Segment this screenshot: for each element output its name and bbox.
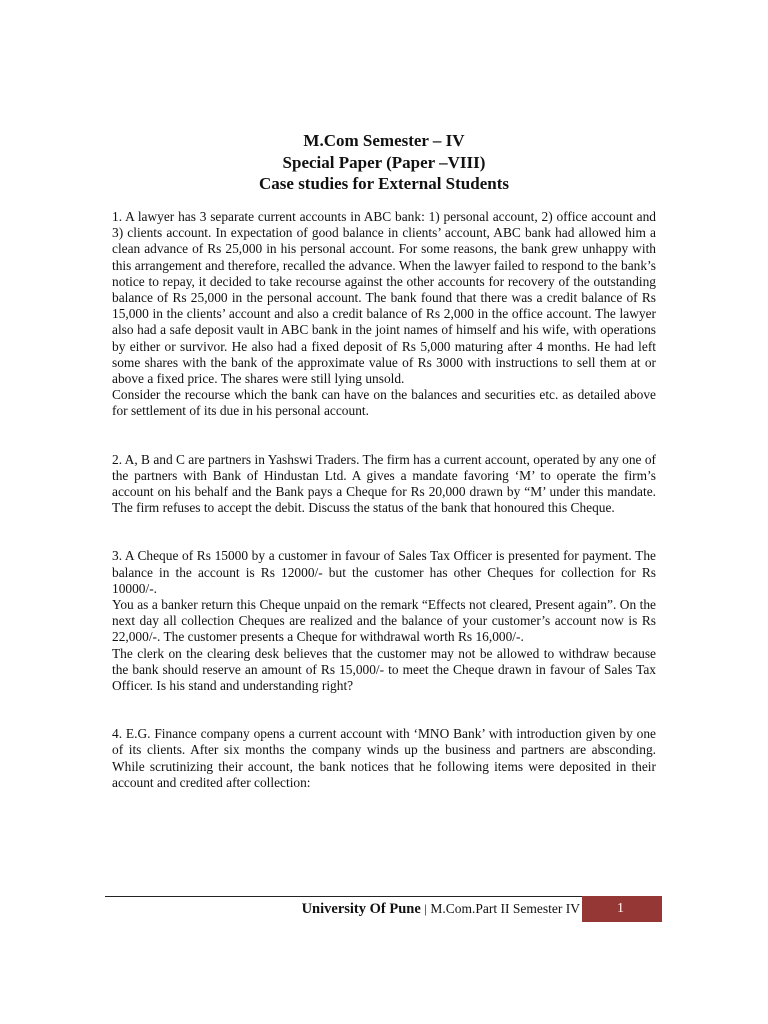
footer-course: M.Com.Part II Semester IV (430, 901, 580, 916)
footer-divider (105, 896, 582, 897)
question-3-task: The clerk on the clearing desk believes that the customer may not be allowed to withdraw because the bank should reserve an amount of Rs 15,000/- to meet the Cheque drawn in favour of Sales Tax Officer. Is his stand and understanding right? (112, 645, 656, 694)
question-4-text: 4. E.G. Finance company opens a current account with ‘MNO Bank’ with introduction given by one of its clients. After six months the company winds up the business and partners are absconding. While scrutinizing their account, the bank notices that he following items were deposited in their account and credited after collection: (112, 726, 656, 790)
question-3 (112, 548, 656, 694)
question-3-text: 3. A Cheque of Rs 15000 by a customer in favour of Sales Tax Officer is presented for payment. The balance in the account is Rs 12000/- but the customer has other Cheques for collection for Rs 10000/-. (112, 548, 656, 596)
document-body (112, 209, 656, 791)
title-line-case-studies: Case studies for External Students (259, 174, 509, 193)
question-1 (112, 209, 656, 420)
footer-separator: | (424, 901, 427, 916)
question-2-text: 2. A, B and C are partners in Yashswi Traders. The firm has a current account, operated by any one of the partners with Bank of Hindustan Ltd. A gives a mandate favoring ‘M’ to operate the firm’s account on his behalf and the Bank pays a Cheque for Rs 20,000 drawn by “M’ under this mandate. The firm refuses to accept the debit. Discuss the status of the bank that honoured this Cheque. (112, 451, 656, 516)
question-3-continuation: You as a banker return this Cheque unpaid on the remark “Effects not cleared, Present again”. On the next day all collection Cheques are realized and the balance of your customer’s account now is Rs 22,000/-. The customer presents a Cheque for withdrawal worth Rs 16,000/-. (112, 597, 656, 645)
page-number-box (582, 896, 662, 922)
page-footer (302, 900, 580, 919)
title-line-semester: M.Com Semester – IV (303, 131, 465, 150)
page-number: 1 (617, 901, 624, 916)
question-4 (112, 726, 656, 791)
question-2 (112, 452, 656, 517)
question-1-task: Consider the recourse which the bank can have on the balances and securities etc. as detailed above for settlement of its due in his personal account. (112, 387, 656, 419)
footer-university: University Of Pune (301, 901, 421, 917)
title-line-paper: Special Paper (Paper –VIII) (282, 152, 486, 172)
question-1-text: 1. A lawyer has 3 separate current accounts in ABC bank: 1) personal account, 2) office account and 3) clients account. In expectation of good balance in clients’ account, ABC bank had allowed him a clean advance of Rs 25,000 in his personal account. For some reasons, the bank grew unhappy with this arrangement and therefore, recalled the advance. When the lawyer failed to respond to the bank’s notice to repay, it decided to take recourse against the other accounts for recovery of the outstanding balance of Rs 25,000 in the personal account. The bank found that there was a credit balance of Rs 15,000 in the clients’ account and also a credit balance of Rs 2,000 in the office account. The lawyer also had a safe deposit vault in ABC bank in the joint names of himself and his wife, with operations by either or survivor. He also had a fixed deposit of Rs 5,000 maturing after 4 months. He had left some shares with the bank of the approximate value of Rs 3000 with instructions to sell them at or above a fixed price. The shares were still lying unsold. (112, 209, 656, 387)
document-title (112, 130, 656, 195)
